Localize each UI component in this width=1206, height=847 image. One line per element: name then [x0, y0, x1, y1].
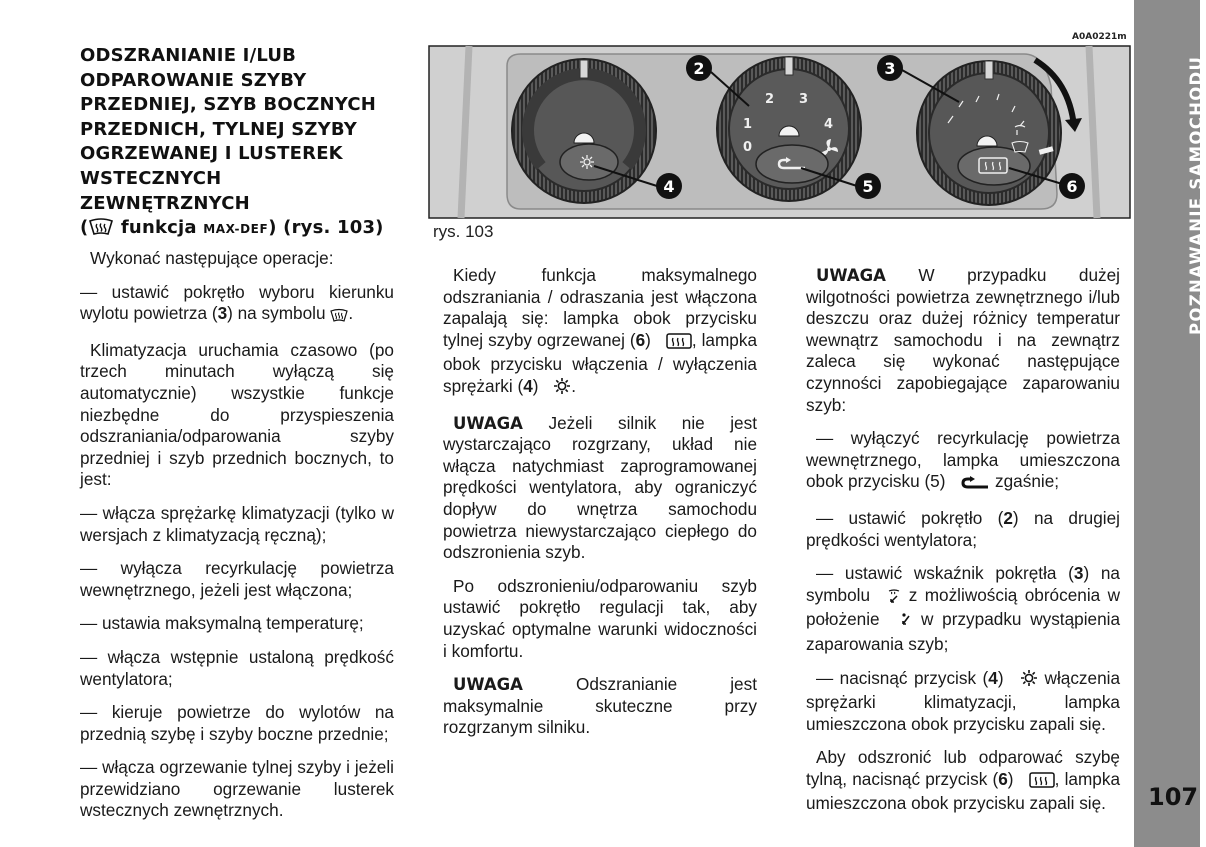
callout-6: 6 — [1066, 177, 1078, 196]
paragraph: — włącza wstępnie ustaloną prędkość wentylatora; — [80, 646, 394, 689]
paragraph: — włącza sprężarkę klimatyzacji (tylko w wersjach z klimatyzacją ręczną); — [80, 502, 394, 545]
paragraph: Klimatyzacja uruchamia czasowo (po trzech minutach wyłączą się automatycznie) wszystkie funkcje niezbędne do przyspieszenia odszraniania/odparowania szyby przedniej i szyb przednich bocznych, to jest: — [80, 339, 394, 490]
paragraph: — ustawić pokrętło (2) na drugiej prędkości wentylatora; — [806, 507, 1120, 550]
figure-illustration — [429, 46, 1130, 218]
paragraph: — wyłącza recyrkulację powietrza wewnętrznego, jeżeli jest włączona; — [80, 558, 394, 600]
paragraph: — ustawić pokrętło wyboru kierunku wylotu powietrza (3) na symbolu . — [80, 282, 394, 328]
feet-windscreen-icon — [877, 588, 901, 610]
callout-3: 3 — [884, 59, 896, 78]
heading-function-line: ( funkcja MAX-DEF) (rys. 103) — [80, 216, 400, 244]
windscreen-defrost-icon — [330, 306, 348, 328]
page-number: 107 — [1148, 783, 1199, 811]
column-right — [806, 265, 1120, 827]
paragraph: UWAGA Jeżeli silnik nie jest wystarczająco rozgrzany, układ nie włącza natychmiast zaprogramowanej prędkości wentylatora, aby ograniczyć dopływ do wnętrza samochodu powietrza niewystarczająco ciepłego do odszronienia szyb. — [443, 412, 757, 563]
rear-window-heating-icon — [1019, 772, 1055, 794]
paragraph: Aby odszronić lub odparować szybę tylną, nacisnąć przycisk (6) , lampka umieszczona obok przycisku zapali się. — [806, 747, 1120, 814]
climate-control-figure — [429, 46, 1130, 218]
paragraph: UWAGA W przypadku dużej wilgotności powietrza zewnętrznego i/lub deszczu oraz dużej różnicy temperatur wewnątrz samochodu i na zewnątrz zaleca się wykonać następujące czynności zapobiegające zaparowaniu szyb: — [806, 265, 1120, 415]
heading-line: ZEWNĘTRZNYCH — [80, 192, 250, 214]
paragraph: — nacisnąć przycisk (4) włączenia sprężarki klimatyzacji, lampka umieszczona obok przycisku zapali się. — [806, 667, 1121, 734]
fan-speed-0: 0 — [743, 140, 753, 155]
fan-speed-2: 2 — [765, 92, 775, 107]
callout-4: 4 — [663, 177, 675, 196]
paragraph: — kieruje powietrze do wylotów na przednią szybę i szyby boczne przednie; — [80, 702, 394, 744]
paragraph: Po odszronieniu/odparowaniu szyb ustawić pokrętło regulacji tak, aby uzyskać optymalne warunki widoczności i komfortu. — [443, 575, 757, 661]
figure-caption: rys. 103 — [433, 222, 494, 241]
heading-line: PRZEDNICH, TYLNEJ SZYBY — [80, 118, 358, 140]
heading-line: OGRZEWANEJ I LUSTEREK — [80, 143, 343, 165]
recirculation-arrow-icon — [950, 474, 990, 496]
sidebar-label-text: POZNAWANIE SAMOCHODU — [1187, 55, 1206, 335]
figure-code: A0A0221m — [1072, 32, 1127, 42]
callout-2: 2 — [693, 59, 705, 78]
paragraph: Wykonać następujące operacje: — [90, 248, 334, 268]
heading-line: WSTECZNYCH — [80, 167, 222, 189]
paragraph: UWAGA Odszranianie jest maksymalnie skuteczne przy rozgrzanym silniku. — [443, 674, 757, 738]
compressor-snowflake-icon — [543, 377, 571, 401]
paragraph: — wyłączyć recyrkulację powietrza wewnętrznego, lampka umieszczona obok przycisku (5) zgaśnie; — [806, 428, 1120, 496]
fan-speed-4: 4 — [824, 117, 834, 132]
temperature-knob — [512, 59, 656, 203]
heading-line: PRZEDNIEJ, SZYB BOCZNYCH — [80, 94, 377, 116]
air-distribution-knob — [917, 61, 1061, 205]
heading-line: ODPAROWANIE SZYBY — [80, 69, 307, 91]
column-left — [80, 248, 394, 834]
paragraph: — ustawia maksymalną temperaturę; — [80, 613, 364, 634]
paragraph: — włącza ogrzewanie tylnej szyby i jeżeli przewidziano ogrzewanie lusterek wstecznych zewnętrznych. — [80, 757, 394, 821]
callout-5: 5 — [862, 177, 874, 196]
rear-window-heating-icon — [656, 333, 692, 355]
heading-line: ODSZRANIANIE I/LUB — [80, 45, 297, 66]
fan-speed-3: 3 — [799, 92, 809, 107]
compressor-snowflake-icon — [1010, 669, 1038, 693]
fan-speed-1: 1 — [743, 117, 753, 132]
paragraph: Kiedy funkcja maksymalnego odszraniania / odraszania jest włączona zapalają się: lampka obok przycisku tylnej szyby ogrzewanej (6) , lampka obok przycisku włączenia / wyłączenia sprężarki (4) . — [443, 265, 757, 401]
sidebar-label — [1165, 45, 1206, 335]
section-heading — [80, 44, 400, 244]
column-middle — [443, 265, 757, 751]
feet-icon — [888, 612, 912, 634]
paragraph: — ustawić wskaźnik pokrętła (3) na symbolu z możliwością obrócenia w położenie w przypadku wystąpienia zaparowania szyb; — [806, 563, 1121, 654]
windscreen-defrost-icon — [88, 218, 114, 244]
